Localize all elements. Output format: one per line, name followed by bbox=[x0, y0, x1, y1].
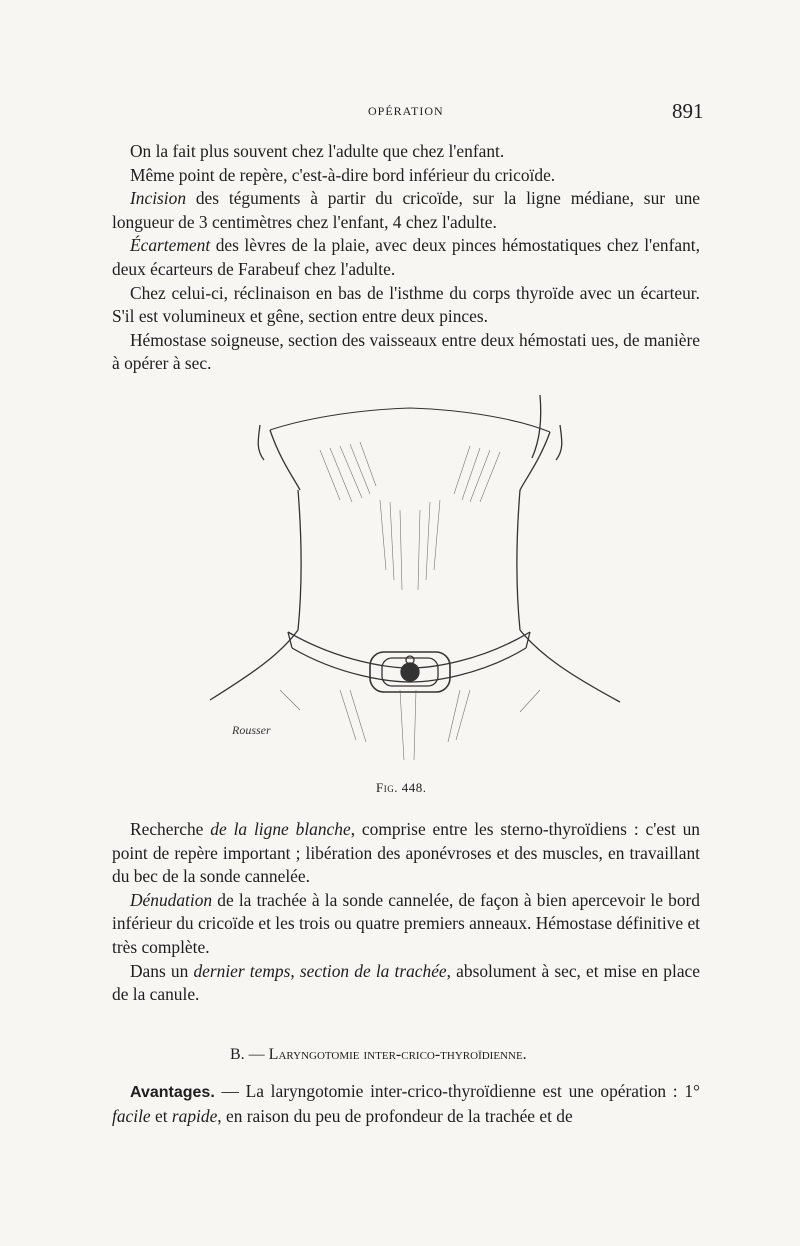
paragraph: Incision des téguments à partir du cricoïde, sur la ligne médiane, sur une longueur de 3 centimètres chez l'enfant, 4 chez l'adulte. bbox=[112, 188, 700, 232]
emphasis: de la ligne blanche bbox=[210, 819, 351, 839]
top-text-block bbox=[112, 140, 700, 376]
paragraph: On la fait plus souvent chez l'adulte que chez l'enfant. bbox=[130, 141, 505, 161]
emphasis: section de la trachée bbox=[299, 960, 447, 981]
emphasis: dernier temps bbox=[193, 960, 291, 981]
emphasis: Dénudation bbox=[130, 889, 213, 910]
paragraph: Recherche de la ligne blanche, comprise entre les sterno-thyroïdiens : c'est un point de repère important ; libération des aponévroses et des muscles, en travaillant du bec de la sonde cannelée. bbox=[112, 819, 700, 887]
bottom-text-block bbox=[112, 818, 700, 1007]
running-title: OPÉRATION bbox=[368, 104, 444, 118]
page-number: 891 bbox=[672, 99, 704, 123]
paragraph: Avantages. — La laryngotomie inter-crico-thyroïdienne est une opération : 1° facile et rapide, en raison du peu de profondeur de la trachée et de bbox=[112, 1081, 700, 1126]
bold-lead: Avantages. bbox=[130, 1084, 215, 1101]
paragraph: Dans un dernier temps, section de la trachée, absolument à sec, et mise en place de la canule. bbox=[112, 960, 700, 1005]
running-head bbox=[0, 101, 800, 125]
paragraph: Dénudation de la trachée à la sonde cannelée, de façon à bien apercevoir le bord inférieur du cricoïde et les trois ou quatre premiers anneaux. Hémostase définitive et très complète. bbox=[112, 889, 700, 957]
emphasis: facile bbox=[112, 1105, 151, 1126]
paragraph: Écartement des lèvres de la plaie, avec deux pinces hémostatiques chez l'enfant, deux écarteurs de Farabeuf chez l'adulte. bbox=[112, 235, 700, 279]
paragraph: Hémostase soigneuse, section des vaisseaux entre deux hémostati ues, de manière à opérer à sec. bbox=[112, 329, 700, 374]
neck-illustration bbox=[180, 390, 640, 770]
emphasis: rapide bbox=[171, 1105, 218, 1126]
final-text-block bbox=[112, 1080, 700, 1128]
paragraph: Chez celui-ci, réclinaison en bas de l'isthme du corps thyroïde avec un écarteur. S'il est volumineux et gêne, section entre deux pinces. bbox=[112, 282, 700, 327]
paragraph: Même point de repère, c'est-à-dire bord inférieur du cricoïde. bbox=[130, 164, 556, 185]
figure-caption: Fig. 448. bbox=[376, 780, 427, 795]
section-heading: B. — Laryngotomie inter-crico-thyroïdienne. bbox=[230, 1046, 527, 1063]
emphasis: Incision bbox=[130, 188, 187, 209]
illustrator-signature: Rousser bbox=[232, 723, 271, 737]
emphasis: Écartement bbox=[130, 235, 211, 256]
figure-neck-illustration bbox=[180, 390, 640, 770]
